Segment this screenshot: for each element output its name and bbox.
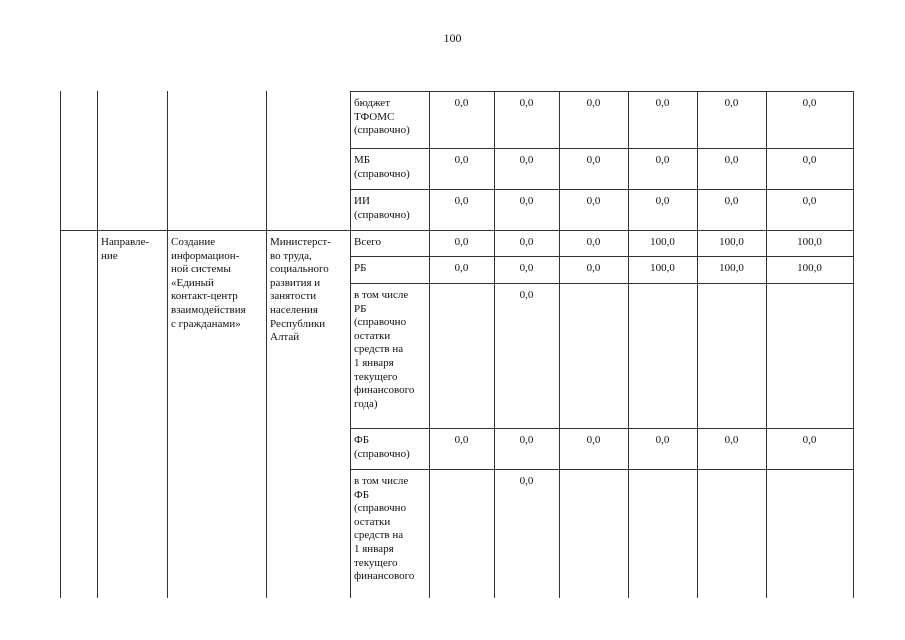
value-cell: 0,0: [655, 97, 670, 109]
value-cell: 0,0: [586, 97, 601, 109]
value-cell: 0,0: [655, 195, 670, 207]
row-border: [350, 469, 854, 470]
row-border: [350, 148, 854, 149]
row-border-top: [350, 91, 854, 92]
value-cell: 0,0: [519, 475, 534, 487]
value-cell: 0,0: [586, 262, 601, 274]
source-cell: ФБ (справочно): [354, 434, 410, 460]
value-cell: 0,0: [519, 262, 534, 274]
source-cell: бюджет ТФОМС (справочно): [354, 97, 410, 137]
value-cell: 0,0: [454, 262, 469, 274]
value-cell: 100,0: [797, 236, 822, 248]
column-border-3: [266, 91, 267, 598]
value-cell: 0,0: [519, 97, 534, 109]
source-cell: РБ: [354, 262, 367, 274]
row-border: [350, 256, 854, 257]
value-cell: 0,0: [519, 236, 534, 248]
value-cell: 0,0: [724, 434, 739, 446]
value-cell: 0,0: [802, 434, 817, 446]
column-border-10: [766, 91, 767, 598]
source-cell: МБ (справочно): [354, 154, 410, 180]
column-border-9: [697, 91, 698, 598]
value-cell: 100,0: [719, 236, 744, 248]
value-cell: 0,0: [724, 195, 739, 207]
column-border-1: [97, 91, 98, 598]
group-border: [60, 230, 854, 231]
value-cell: 0,0: [519, 195, 534, 207]
value-cell: 0,0: [454, 195, 469, 207]
value-cell: 0,0: [586, 154, 601, 166]
value-cell: 0,0: [655, 434, 670, 446]
value-cell: 0,0: [586, 236, 601, 248]
value-cell: 100,0: [650, 236, 675, 248]
value-cell: 0,0: [519, 289, 534, 301]
value-cell: 0,0: [586, 434, 601, 446]
value-cell: 0,0: [802, 195, 817, 207]
executor-cell: Министерст- во труда, социального развития и занятости населения Республики Алтай: [270, 236, 331, 344]
source-cell: в том числе ФБ (справочно остатки средств на 1 января текущего финансового: [354, 475, 415, 583]
value-cell: 0,0: [655, 154, 670, 166]
row-border: [350, 428, 854, 429]
column-border-8: [628, 91, 629, 598]
measure-type-cell: Направле- ние: [101, 236, 150, 262]
value-cell: 0,0: [454, 97, 469, 109]
value-cell: 0,0: [586, 195, 601, 207]
value-cell: 0,0: [802, 154, 817, 166]
column-border-0: [60, 91, 61, 598]
value-cell: 0,0: [454, 154, 469, 166]
row-border: [350, 189, 854, 190]
value-cell: 0,0: [454, 434, 469, 446]
value-cell: 100,0: [797, 262, 822, 274]
column-border-2: [167, 91, 168, 598]
column-border-4: [350, 91, 351, 598]
value-cell: 0,0: [519, 434, 534, 446]
column-border-11: [853, 91, 854, 598]
column-border-7: [559, 91, 560, 598]
value-cell: 0,0: [519, 154, 534, 166]
source-cell: в том числе РБ (справочно остатки средств на 1 января текущего финансового года): [354, 289, 415, 410]
source-cell: ИИ (справочно): [354, 195, 410, 221]
value-cell: 0,0: [454, 236, 469, 248]
column-border-6: [494, 91, 495, 598]
page-number: 100: [443, 31, 462, 45]
value-cell: 0,0: [724, 97, 739, 109]
source-cell: Всего: [354, 236, 381, 248]
value-cell: 100,0: [650, 262, 675, 274]
value-cell: 0,0: [724, 154, 739, 166]
measure-name-cell: Создание информацион- ной системы «Единый контакт-центр взаимодействия с гражданами»: [171, 236, 246, 330]
value-cell: 0,0: [802, 97, 817, 109]
row-border: [350, 283, 854, 284]
column-border-5: [429, 91, 430, 598]
value-cell: 100,0: [719, 262, 744, 274]
